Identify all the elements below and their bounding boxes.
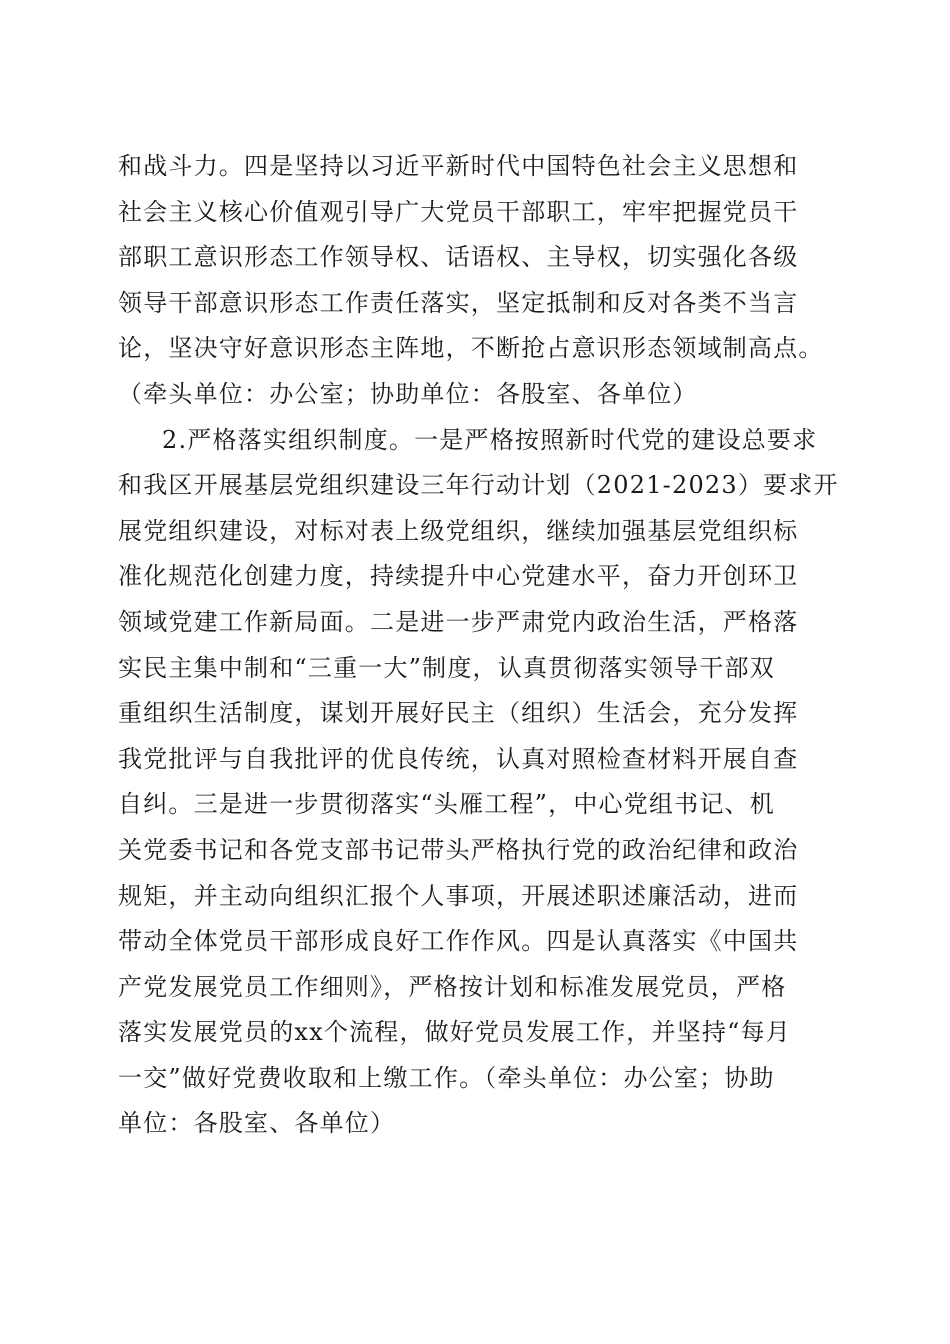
text-line: 论，坚决守好意识形态主阵地，不断抢占意识形态领域制高点。 xyxy=(118,334,824,363)
text-line: 展党组织建设，对标对表上级党组织，继续加强基层党组织标 xyxy=(118,516,799,545)
text-line: 单位：各股室、各单位） xyxy=(118,1109,396,1138)
text-line: 实民主集中制和“三重一大”制度，认真贯彻落实领导干部双 xyxy=(118,653,775,682)
text-line: 和我区开展基层党组织建设三年行动计划（2021-2023）要求开 xyxy=(118,471,839,500)
text-line: 一交”做好党费收取和上缴工作。（牵头单位：办公室；协助 xyxy=(118,1063,775,1092)
text-line: 和战斗力。四是坚持以习近平新时代中国特色社会主义思想和 xyxy=(118,152,799,180)
text-line: 关党委书记和各党支部书记带头严格执行党的政治纪律和政治 xyxy=(118,835,799,864)
text-line: 自纠。三是进一步贯彻落实“头雁工程”，中心党组书记、机 xyxy=(118,790,775,819)
text-line: 重组织生活制度，谋划开展好民主（组织）生活会，充分发挥 xyxy=(118,699,799,728)
text-line: 我党批评与自我批评的优良传统，认真对照检查材料开展自查 xyxy=(118,744,799,773)
text-line: 带动全体党员干部形成良好工作作风。四是认真落实《中国共 xyxy=(118,927,799,956)
section-heading-line: 2.严格落实组织制度。一是严格按照新时代党的建设总要求 xyxy=(162,425,818,454)
text-line: 产党发展党员工作细则》，严格按计划和标准发展党员，严格 xyxy=(118,972,787,1001)
text-line: 领导干部意识形态工作责任落实，坚定抵制和反对各类不当言 xyxy=(118,288,799,317)
text-line: 领域党建工作新局面。二是进一步严肃党内政治生活，严格落 xyxy=(118,607,799,636)
text-line: 规矩，并主动向组织汇报个人事项，开展述职述廉活动，进而 xyxy=(118,881,799,910)
text-line: 部职工意识形态工作领导权、话语权、主导权，切实强化各级 xyxy=(118,243,799,272)
text-line: （牵头单位：办公室；协助单位：各股室、各单位） xyxy=(118,379,698,408)
document-body xyxy=(118,144,838,1147)
text-line: 社会主义核心价值观引导广大党员干部职工，牢牢把握党员干 xyxy=(118,197,799,226)
text-line: 准化规范化创建力度，持续提升中心党建水平，奋力开创环卫 xyxy=(118,562,799,591)
text-line: 落实发展党员的xx个流程，做好党员发展工作，并坚持“每月 xyxy=(118,1018,791,1047)
